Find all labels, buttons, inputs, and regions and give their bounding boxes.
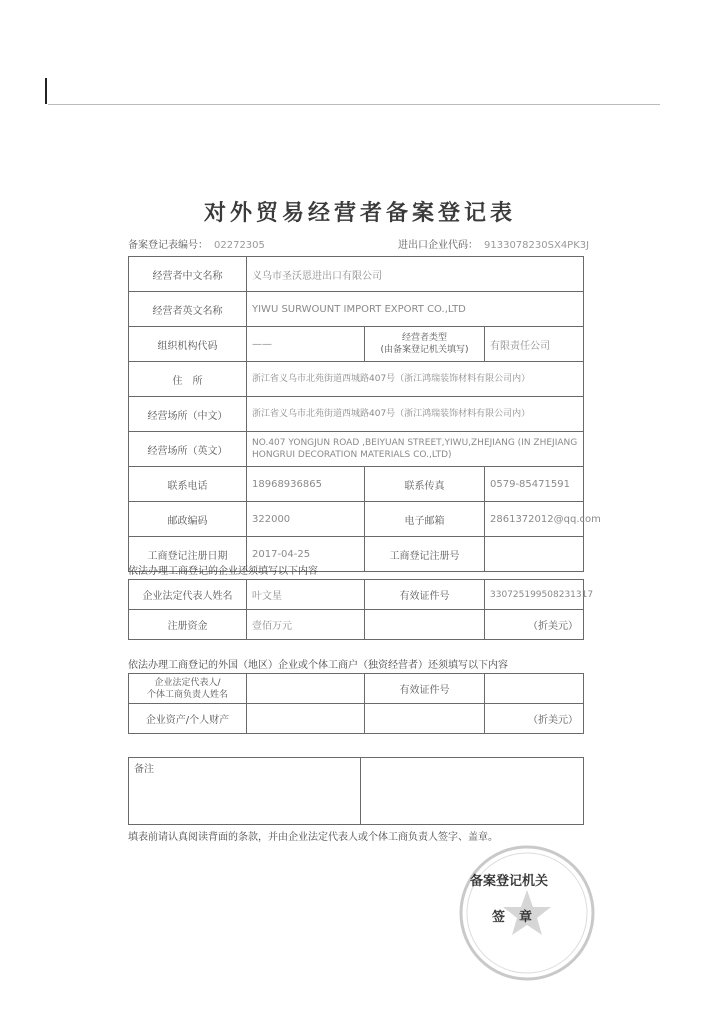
table-row (129, 327, 584, 362)
form-title: 对外贸易经营者备案登记表 (203, 201, 516, 226)
assets-blank-cell (365, 704, 485, 734)
table-row (129, 257, 584, 292)
section1-heading: 依法办理工商登记的企业还须填写以下内容 (128, 566, 318, 577)
table-row (129, 580, 584, 610)
capital-blank-cell (365, 610, 485, 640)
filing-authority: 备案登记机关 (470, 874, 549, 889)
table-row (129, 758, 584, 825)
address-en-value: NO.407 YONGJUN ROAD ,BEIYUAN STREET,YIWU,ZHEJIANG (IN ZHEJIANG HONGRUI DECORATION MATERIALS CO.,LTD) (247, 432, 584, 467)
capital-label: 注册资金 (129, 610, 247, 640)
registration-no-value: 02272305 (214, 240, 265, 251)
cn-name-label: 经营者中文名称 (129, 257, 247, 292)
remarks-table (128, 757, 584, 825)
registration-no-label: 备案登记表编号： (128, 240, 208, 251)
postcode-label: 邮政编码 (129, 502, 247, 537)
en-name-value: YIWU SURWOUNT IMPORT EXPORT CO.,LTD (247, 292, 584, 327)
biz-reg-no-value (485, 537, 584, 572)
table-row (129, 397, 584, 432)
capital-value: 壹佰万元 (247, 610, 365, 640)
remarks-cell (129, 758, 361, 825)
phone-label: 联系电话 (129, 467, 247, 502)
id-value (485, 674, 584, 704)
email-value: 2861372012@qq.com (485, 502, 584, 537)
operator-type-label: 经营者类型 (由备案登记机关填写) (365, 327, 485, 362)
legal-rep-value: 叶文星 (247, 580, 365, 610)
remarks-label: 备注 (134, 764, 154, 775)
assets-value (247, 704, 365, 734)
address-en-label: 经营场所（英文） (129, 432, 247, 467)
postcode-value: 322000 (247, 502, 365, 537)
org-code-label: 组织机构代码 (129, 327, 247, 362)
remarks-value (361, 758, 584, 825)
table-row (129, 432, 584, 467)
address-cn-label: 经营场所（中文） (129, 397, 247, 432)
usd-note: （折美元） (485, 704, 584, 734)
operator-type-value: 有限责任公司 (485, 327, 584, 362)
biz-reg-date-label: 工商登记注册日期 (129, 537, 247, 572)
phone-value: 18968936865 (247, 467, 365, 502)
page-edge-mark (45, 78, 47, 104)
legal-rep-table (128, 579, 594, 640)
email-label: 电子邮箱 (365, 502, 485, 537)
footer-note: 填表前请认真阅读背面的条款，并由企业法定代表人或个体工商负责人签字、盖章。 (128, 832, 498, 843)
en-name-label: 经营者英文名称 (129, 292, 247, 327)
id-value: 330725199508231317 (485, 580, 584, 610)
foreign-enterprise-table (128, 673, 584, 734)
seal-label: 签章 (492, 910, 547, 925)
assets-label: 企业资产/个人财产 (129, 704, 247, 734)
table-row (129, 362, 584, 397)
main-info-table (128, 256, 601, 572)
table-row (129, 502, 584, 537)
rep-label: 企业法定代表人/ 个体工商负责人姓名 (129, 674, 247, 704)
rep-value (247, 674, 365, 704)
section2-heading: 依法办理工商登记的外国（地区）企业或个体工商户（独资经营者）还须填写以下内容 (128, 660, 508, 671)
residence-value: 浙江省义乌市北苑街道西城路407号（浙江鸿瑞装饰材料有限公司内） (247, 362, 584, 397)
org-code-value: —— (247, 327, 365, 362)
table-row (129, 292, 584, 327)
fax-value: 0579-85471591 (485, 467, 584, 502)
usd-note: （折美元） (485, 610, 584, 640)
id-label: 有效证件号 (365, 580, 485, 610)
cn-name-value: 义乌市圣沃恩进出口有限公司 (247, 257, 584, 292)
fax-label: 联系传真 (365, 467, 485, 502)
enterprise-code-label: 进出口企业代码： (398, 240, 478, 251)
legal-rep-label: 企业法定代表人姓名 (129, 580, 247, 610)
registration-no (128, 236, 265, 251)
id-label: 有效证件号 (365, 674, 485, 704)
residence-label: 住 所 (129, 362, 247, 397)
table-row (129, 610, 584, 640)
table-row (129, 704, 584, 734)
table-row (129, 674, 584, 704)
enterprise-code (398, 236, 589, 251)
biz-reg-no-label: 工商登记注册号 (365, 537, 485, 572)
biz-reg-date-value: 2017-04-25 (247, 537, 365, 572)
enterprise-code-value: 9133078230SX4PK3J (484, 240, 590, 251)
address-cn-value: 浙江省义乌市北苑街道西城路407号（浙江鸿瑞装饰材料有限公司内） (247, 397, 584, 432)
table-row (129, 467, 584, 502)
top-rule (48, 104, 660, 105)
